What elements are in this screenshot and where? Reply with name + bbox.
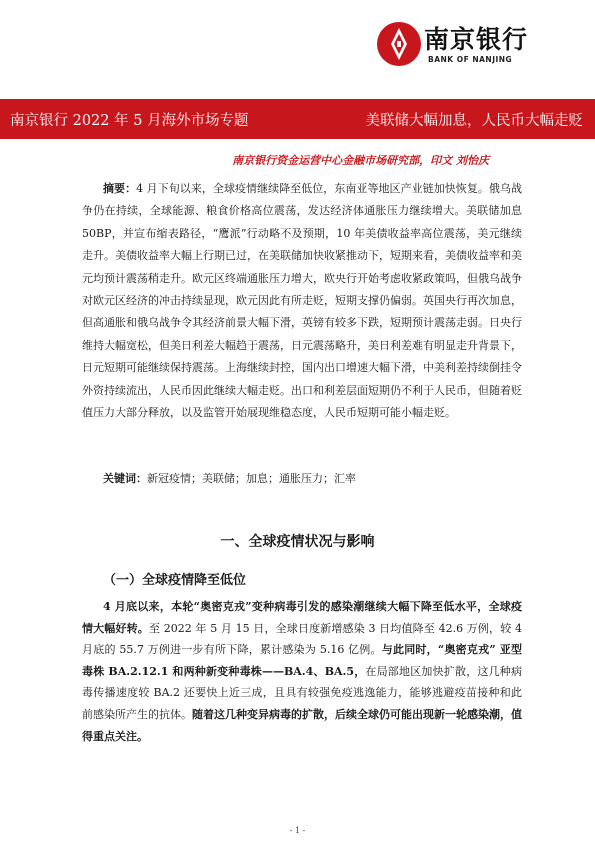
para-text-2: 在局部地区加快扩散，这几种病毒传播速度较 BA.2 还要快上近三成，且具有较强免疫逃逸能力，能够逃避疫苗接种和此前感染所产生的抗体。 (82, 664, 522, 721)
bank-logo (376, 14, 551, 76)
author-line: 南京银行资金运营中心金融市场研究部，印文 刘怡庆 (232, 154, 489, 167)
keywords-text: 新冠疫情；美联储；加息；通胀压力；汇率 (147, 472, 356, 485)
bank-logo-icon (376, 16, 422, 72)
keywords-label: 关键词： (103, 472, 147, 485)
keywords-line (103, 470, 356, 486)
section-heading: 一、全球疫情状况与影响 (220, 534, 375, 550)
para-bold-2: 与此同时，“奥密克戎” 亚型毒株 BA.2.12.1 和两种新变种毒株——BA.4、BA.5， (82, 643, 522, 678)
report-series-title: 南京银行 2022 年 5 月海外市场专题 (10, 113, 249, 129)
abstract-section (82, 178, 522, 424)
page-number: - 1 - (289, 826, 306, 835)
body-paragraph (82, 596, 522, 747)
bank-name-cn: 南京银行 (424, 25, 529, 54)
bank-name-en: BANK OF NANJING (428, 55, 513, 64)
para-bold-3: 随着这几种变异病毒的扩散，后续全球仍可能出现新一轮感染潮，值得重点关注。 (82, 707, 522, 743)
abstract-text: 4 月下旬以来，全球疫情继续降至低位，东南亚等地区产业链加快恢复。俄乌战争仍在持续，全球能源、粮食价格高位震荡，发达经济体通胀压力继续增大。美联储加息 50BP，并宣布缩表路径，“鹰派”行动略不及预期，10 年美债收益率高位震荡，美元继续走升。美债收益率大幅上行期已过，在美联储加快收紧推动下，短期来看，美债收益率和美元均预计震荡稍走升。欧元区终端通胀压力增大，欧央行开始考虑收紧政策吗，但俄乌战争对欧元区经济的冲击持续显现，欧元因此有所走贬，短期支撑仍偏弱。英国央行再次加息，但高通胀和俄乌战争令其经济前景大幅下滑，英镑有较多下跌，短期预计震荡走弱。日央行维持大幅宽松，但美日利差大幅趋于震荡，日元震荡略升，美日利差难有明显走升背景下，日元短期可能继续保持震荡。上海继续封控，国内出口增速大幅下滑，中美利差持续倒挂令外资持续流出，人民币因此继续大幅走贬。出口和利差层面短期仍不利于人民币，但随着贬值压力大部分释放，以及监管开始展现维稳态度，人民币短期可能小幅走贬。 (82, 182, 522, 420)
para-bold-1: 4 月底以来，本轮“奥密克戎”变种病毒引发的感染潮继续大幅下降至低水平，全球疫情大幅好转。 (82, 600, 522, 635)
title-banner (0, 99, 595, 139)
report-headline: 美联储大幅加息，人民币大幅走贬 (365, 113, 583, 129)
abstract-label: 摘要： (103, 182, 137, 195)
subsection-heading: （一）全球疫情降至低位 (103, 573, 247, 588)
para-text-1: 至 2022 年 5 月 15 日，全球日度新增感染 3 日均值降至 42.6 万例，较 4 月底的 55.7 万例进一步有所下降，累计感染为 5.16 亿例。 (82, 621, 522, 657)
